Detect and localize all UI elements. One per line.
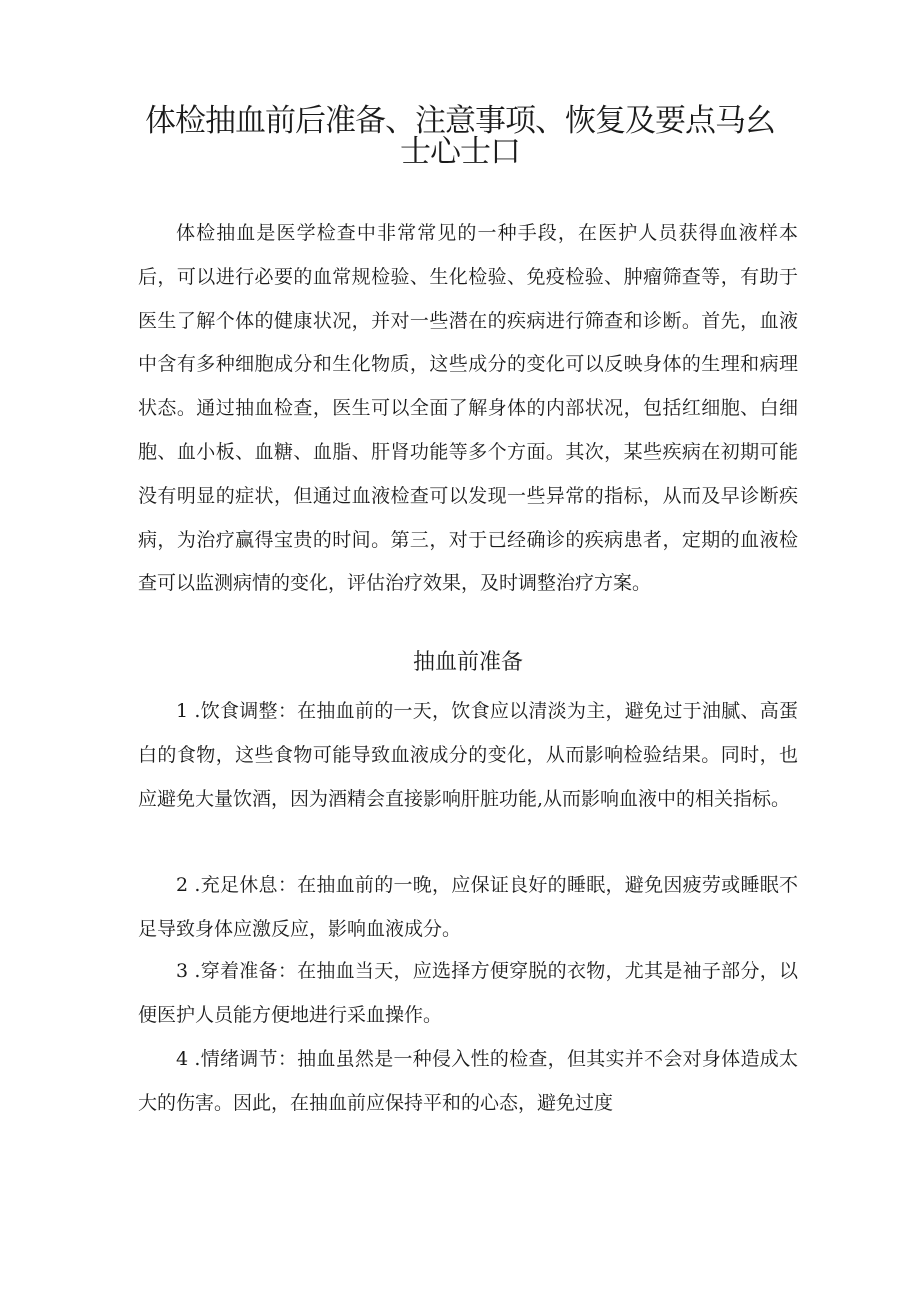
- list-item-emotion: 4 .情绪调节：抽血虽然是一种侵入性的检查，但其实并不会对身体造成太大的伤害。因此，在抽血前应保持平和的心态，避免过度: [138, 1048, 798, 1114]
- list-item-clothing: 3 .穿着准备：在抽血当天，应选择方便穿脱的衣物，尤其是袖子部分，以便医护人员能方便地进行采血操作。: [138, 960, 798, 1026]
- document-title-line-2: 士心士口: [400, 134, 520, 170]
- intro-paragraph: 体检抽血是医学检查中非常常见的一种手段，在医护人员获得血液样本后，可以进行必要的血常规检验、生化检验、免疫检验、肿瘤筛查等，有助于医生了解个体的健康状况，并对一些潜在的疾病进行筛查和诊断。首先，血液中含有多种细胞成分和生化物质，这些成分的变化可以反映身体的生理和病理状态。通过抽血检查，医生可以全面了解身体的内部状况，包括红细胞、白细胞、血小板、血糖、血脂、肝肾功能等多个方面。其次，某些疾病在初期可能没有明显的症状，但通过血液检查可以发现一些异常的指标，从而及早诊断疾病，为治疗赢得宝贵的时间。第三，对于已经确诊的疾病患者，定期的血液检查可以监测病情的变化，评估治疗效果，及时调整治疗方案。: [138, 222, 798, 595]
- section-heading: 抽血前准备: [412, 650, 523, 675]
- list-item-diet: 1 .饮食调整：在抽血前的一天，饮食应以清淡为主，避免过于油腻、高蛋白的食物，这些食物可能导致血液成分的变化，从而影响检验结果。同时，也应避免大量饮酒，因为酒精会直接影响肝脏功能,从而影响血液中的相关指标。: [138, 700, 798, 810]
- document-title: [120, 103, 800, 170]
- document-title-line-1: 体检抽血前后准备、注意事项、恢复及要点马幺: [145, 103, 775, 139]
- list-item-rest: 2 .充足休息：在抽血前的一晚，应保证良好的睡眠，避免因疲劳或睡眠不足导致身体应激反应，影响血液成分。: [138, 874, 798, 940]
